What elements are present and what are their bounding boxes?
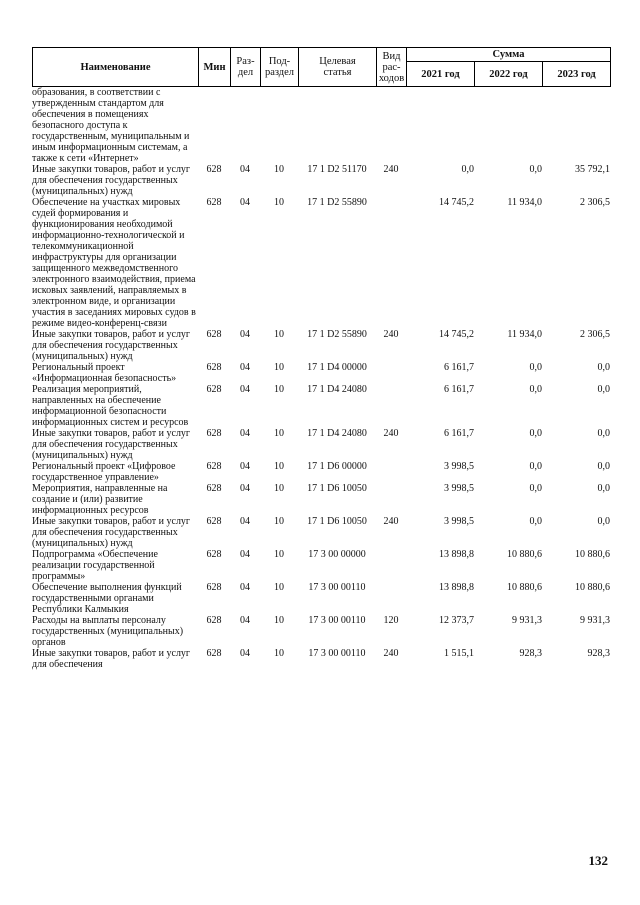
row-name: Иные закупки товаров, работ и услуг для обеспечения государственных (муниципальных) нужд bbox=[32, 329, 191, 362]
row-sum-2021: 6 161,7 bbox=[444, 384, 474, 395]
row-razdel: 04 bbox=[240, 648, 250, 659]
row-name: Иные закупки товаров, работ и услуг для обеспечения государственных (муниципальных) нужд bbox=[32, 164, 191, 197]
row-min: 628 bbox=[206, 648, 222, 659]
row-podrazdel: 10 bbox=[274, 384, 284, 395]
row-min: 628 bbox=[206, 362, 222, 373]
row-vid: 240 bbox=[383, 164, 399, 175]
table-row bbox=[32, 428, 610, 461]
row-name: Подпрограмма «Обеспечение реализации государственной программы» bbox=[32, 549, 158, 582]
row-sum-2022: 0,0 bbox=[529, 362, 542, 373]
row-min: 628 bbox=[206, 516, 222, 527]
row-podrazdel: 10 bbox=[274, 428, 284, 439]
row-sum-2021: 13 898,8 bbox=[439, 549, 474, 560]
col-header-razdel: Раз- дел bbox=[231, 48, 261, 87]
col-header-sum: Сумма bbox=[407, 48, 611, 62]
row-name: Мероприятия, направленные на создание и (или) развитие информационных ресурсов bbox=[32, 483, 168, 516]
row-min: 628 bbox=[206, 329, 222, 340]
row-vid: 240 bbox=[383, 329, 399, 340]
row-name: Иные закупки товаров, работ и услуг для обеспечения государственных (муниципальных) нужд bbox=[32, 516, 191, 549]
table-row bbox=[32, 549, 610, 582]
row-podrazdel bbox=[260, 87, 298, 164]
row-target: 17 1 D4 00000 bbox=[307, 362, 367, 373]
row-podrazdel: 10 bbox=[274, 483, 284, 494]
row-razdel: 04 bbox=[240, 329, 250, 340]
row-name: Расходы на выплаты персоналу государственных (муниципальных) органов bbox=[32, 615, 184, 648]
row-sum-2023: 35 792,1 bbox=[575, 164, 610, 175]
table-row bbox=[32, 164, 610, 197]
table-row bbox=[32, 384, 610, 428]
row-vid bbox=[376, 461, 406, 483]
budget-table bbox=[32, 87, 610, 670]
table-row bbox=[32, 461, 610, 483]
row-podrazdel: 10 bbox=[274, 615, 284, 626]
row-sum-2022: 0,0 bbox=[529, 516, 542, 527]
col-header-min: Мин bbox=[199, 48, 231, 87]
row-min: 628 bbox=[206, 549, 222, 560]
row-target: 17 1 D4 24080 bbox=[307, 384, 367, 395]
row-razdel: 04 bbox=[240, 461, 250, 472]
row-podrazdel: 10 bbox=[274, 549, 284, 560]
row-min: 628 bbox=[206, 615, 222, 626]
table-row bbox=[32, 329, 610, 362]
row-target: 17 1 D4 24080 bbox=[307, 428, 367, 439]
row-podrazdel: 10 bbox=[274, 648, 284, 659]
row-sum-2021: 6 161,7 bbox=[444, 362, 474, 373]
row-sum-2023: 10 880,6 bbox=[575, 582, 610, 593]
row-vid bbox=[376, 384, 406, 428]
row-razdel: 04 bbox=[240, 197, 250, 208]
row-min: 628 bbox=[206, 483, 222, 494]
row-sum-2023: 2 306,5 bbox=[580, 197, 610, 208]
row-sum-2022: 0,0 bbox=[529, 461, 542, 472]
row-target: 17 1 D2 55890 bbox=[307, 329, 367, 340]
table-row bbox=[32, 483, 610, 516]
row-sum-2022: 9 931,3 bbox=[512, 615, 542, 626]
table-row bbox=[32, 516, 610, 549]
row-sum-2021: 3 998,5 bbox=[444, 516, 474, 527]
row-min: 628 bbox=[206, 428, 222, 439]
row-razdel: 04 bbox=[240, 164, 250, 175]
row-target: 17 3 00 00110 bbox=[308, 648, 366, 659]
row-sum-2021: 0,0 bbox=[461, 164, 474, 175]
row-razdel: 04 bbox=[240, 384, 250, 395]
row-sum-2021: 1 515,1 bbox=[444, 648, 474, 659]
table-row bbox=[32, 582, 610, 615]
row-min: 628 bbox=[206, 384, 222, 395]
row-podrazdel: 10 bbox=[274, 582, 284, 593]
row-sum-2023: 0,0 bbox=[597, 384, 610, 395]
row-name: Обеспечение выполнения функций государственными органами Республики Калмыкия bbox=[32, 582, 182, 615]
row-sum-2021: 3 998,5 bbox=[444, 483, 474, 494]
row-podrazdel: 10 bbox=[274, 197, 284, 208]
row-sum-2023: 928,3 bbox=[587, 648, 610, 659]
row-sum-2023: 0,0 bbox=[597, 362, 610, 373]
row-sum-2022: 0,0 bbox=[529, 384, 542, 395]
row-target: 17 1 D6 00000 bbox=[307, 461, 367, 472]
row-target: 17 3 00 00110 bbox=[308, 615, 366, 626]
row-podrazdel: 10 bbox=[274, 329, 284, 340]
row-vid: 120 bbox=[383, 615, 399, 626]
budget-sheet bbox=[32, 47, 610, 670]
row-name: Региональный проект «Цифровое государственное управление» bbox=[32, 461, 176, 483]
table-row bbox=[32, 648, 610, 670]
row-name: Реализация мероприятий, направленных на обеспечение информационной безопасности информационных систем и ресурсов bbox=[32, 384, 189, 428]
col-header-podrazdel: Под- раздел bbox=[261, 48, 299, 87]
row-min: 628 bbox=[206, 197, 222, 208]
row-sum-2022 bbox=[474, 87, 542, 164]
row-razdel: 04 bbox=[240, 582, 250, 593]
row-sum-2022: 11 934,0 bbox=[507, 329, 542, 340]
row-podrazdel: 10 bbox=[274, 516, 284, 527]
row-name: Региональный проект «Информационная безопасность» bbox=[32, 362, 177, 384]
row-vid bbox=[376, 197, 406, 329]
row-sum-2021: 6 161,7 bbox=[444, 428, 474, 439]
col-header-2022: 2022 год bbox=[475, 62, 543, 87]
row-sum-2022: 0,0 bbox=[529, 483, 542, 494]
row-razdel: 04 bbox=[240, 483, 250, 494]
row-sum-2022: 10 880,6 bbox=[507, 549, 542, 560]
row-sum-2021 bbox=[406, 87, 474, 164]
row-razdel: 04 bbox=[240, 615, 250, 626]
row-target bbox=[298, 87, 376, 164]
row-sum-2022: 0,0 bbox=[529, 428, 542, 439]
row-sum-2023: 0,0 bbox=[597, 483, 610, 494]
row-name: образования, в соответствии с утвержденным стандартом для обеспечения в помещениях безопасного доступа к государственным, муниципальным и иным информационным системам, а также к сети «Интернет» bbox=[32, 87, 190, 164]
row-min: 628 bbox=[206, 164, 222, 175]
row-vid bbox=[376, 483, 406, 516]
col-header-target: Целевая статья bbox=[299, 48, 377, 87]
row-vid: 240 bbox=[383, 428, 399, 439]
row-sum-2022: 10 880,6 bbox=[507, 582, 542, 593]
row-vid bbox=[376, 87, 406, 164]
row-target: 17 1 D6 10050 bbox=[307, 516, 367, 527]
row-sum-2021: 13 898,8 bbox=[439, 582, 474, 593]
row-sum-2023 bbox=[542, 87, 610, 164]
col-header-2023: 2023 год bbox=[543, 62, 611, 87]
table-row bbox=[32, 197, 610, 329]
row-sum-2021: 3 998,5 bbox=[444, 461, 474, 472]
table-row bbox=[32, 87, 610, 164]
table-row bbox=[32, 615, 610, 648]
row-podrazdel: 10 bbox=[274, 362, 284, 373]
row-target: 17 1 D6 10050 bbox=[307, 483, 367, 494]
row-name: Иные закупки товаров, работ и услуг для обеспечения bbox=[32, 648, 191, 670]
row-sum-2021: 12 373,7 bbox=[439, 615, 474, 626]
row-min bbox=[198, 87, 230, 164]
row-name: Обеспечение на участках мировых судей формирования и функционирования необходимой информационно-технологической и телекоммуникационной инфраструктуры для организации защищенного межведомственного электронного взаимодействия, приема исковых заявлений, направляемых в электронном виде, и организации участия в заседаниях мировых судов в режиме видео-конференц-связи bbox=[32, 197, 196, 329]
row-sum-2023: 10 880,6 bbox=[575, 549, 610, 560]
row-sum-2021: 14 745,2 bbox=[439, 329, 474, 340]
row-sum-2021: 14 745,2 bbox=[439, 197, 474, 208]
row-vid bbox=[376, 549, 406, 582]
row-target: 17 1 D2 55890 bbox=[307, 197, 367, 208]
row-min: 628 bbox=[206, 461, 222, 472]
page-number: 132 bbox=[588, 853, 608, 868]
row-target: 17 3 00 00000 bbox=[308, 549, 366, 560]
col-header-name: Наименование bbox=[33, 48, 199, 87]
row-name: Иные закупки товаров, работ и услуг для обеспечения государственных (муниципальных) нужд bbox=[32, 428, 191, 461]
row-sum-2023: 0,0 bbox=[597, 461, 610, 472]
table-row bbox=[32, 362, 610, 384]
row-razdel: 04 bbox=[240, 362, 250, 373]
table-header bbox=[32, 47, 611, 87]
row-sum-2023: 9 931,3 bbox=[580, 615, 610, 626]
row-vid bbox=[376, 362, 406, 384]
row-razdel: 04 bbox=[240, 428, 250, 439]
row-podrazdel: 10 bbox=[274, 164, 284, 175]
row-sum-2022: 928,3 bbox=[519, 648, 542, 659]
row-razdel: 04 bbox=[240, 549, 250, 560]
col-header-vid: Вид рас- ходов bbox=[377, 48, 407, 87]
row-sum-2023: 2 306,5 bbox=[580, 329, 610, 340]
row-vid: 240 bbox=[383, 648, 399, 659]
row-sum-2023: 0,0 bbox=[597, 516, 610, 527]
row-sum-2023: 0,0 bbox=[597, 428, 610, 439]
row-razdel: 04 bbox=[240, 516, 250, 527]
row-vid bbox=[376, 582, 406, 615]
row-razdel bbox=[230, 87, 260, 164]
row-podrazdel: 10 bbox=[274, 461, 284, 472]
row-min: 628 bbox=[206, 582, 222, 593]
row-target: 17 3 00 00110 bbox=[308, 582, 366, 593]
col-header-2021: 2021 год bbox=[407, 62, 475, 87]
row-sum-2022: 11 934,0 bbox=[507, 197, 542, 208]
row-target: 17 1 D2 51170 bbox=[307, 164, 367, 175]
row-sum-2022: 0,0 bbox=[529, 164, 542, 175]
row-vid: 240 bbox=[383, 516, 399, 527]
